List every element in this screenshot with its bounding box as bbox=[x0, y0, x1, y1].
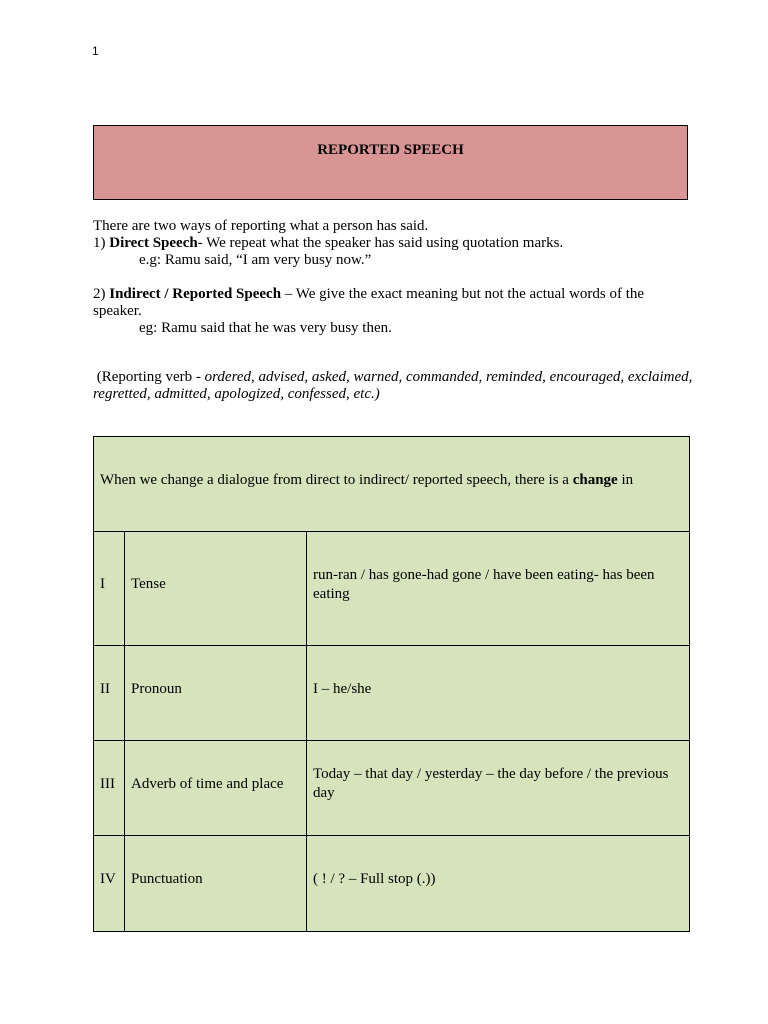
row-number: IV bbox=[94, 836, 125, 932]
direct-speech-number: 1) bbox=[93, 235, 106, 251]
reporting-verbs bbox=[93, 369, 693, 403]
indirect-speech-text: – We give the exact meaning but not the actual words of the speaker. bbox=[93, 286, 645, 319]
indirect-speech-number: 2) bbox=[93, 286, 106, 302]
reporting-verbs-list: ordered, advised, asked, warned, commanded, reminded, encouraged, exclaimed, regretted, admitted, apologized, confessed, etc.) bbox=[93, 369, 693, 402]
row-number: II bbox=[94, 646, 125, 741]
row-number: I bbox=[94, 532, 125, 646]
table-header-text: When we change a dialogue from direct to indirect/ reported speech, there is a bbox=[100, 471, 573, 488]
indirect-speech-example: eg: Ramu said that he was very busy then. bbox=[139, 320, 392, 336]
row-number: III bbox=[94, 741, 125, 836]
page-number: 1 bbox=[92, 44, 99, 58]
direct-speech-label: Direct Speech bbox=[109, 235, 198, 251]
indirect-speech-label: Indirect / Reported Speech bbox=[109, 286, 282, 302]
row-example: run-ran / has gone-had gone / have been eating- has been eating bbox=[307, 532, 690, 646]
table-row bbox=[94, 836, 690, 932]
table-row bbox=[94, 532, 690, 646]
reporting-verbs-prefix: (Reporting verb - bbox=[96, 369, 205, 385]
table-header-bold: change bbox=[572, 471, 618, 488]
intro-text: There are two ways of reporting what a person has said. bbox=[93, 218, 429, 234]
indirect-speech-definition bbox=[93, 286, 693, 320]
row-category: Punctuation bbox=[125, 836, 307, 932]
direct-speech-text: - We repeat what the speaker has said using quotation marks. bbox=[197, 235, 564, 251]
page-title: REPORTED SPEECH bbox=[317, 142, 464, 158]
table-header-tail: in bbox=[617, 471, 634, 488]
row-example: Today – that day / yesterday – the day before / the previous day bbox=[307, 741, 690, 836]
direct-speech-example: e.g: Ramu said, “I am very busy now.” bbox=[139, 252, 372, 268]
row-category: Adverb of time and place bbox=[125, 741, 307, 836]
intro-section bbox=[93, 218, 693, 337]
row-example: ( ! / ? – Full stop (.)) bbox=[307, 836, 690, 932]
table-row bbox=[94, 646, 690, 741]
table-row bbox=[94, 741, 690, 836]
table-header-cell bbox=[94, 437, 690, 532]
title-banner bbox=[93, 125, 688, 200]
direct-speech-definition bbox=[93, 235, 693, 252]
row-category: Pronoun bbox=[125, 646, 307, 741]
table-header-row bbox=[94, 437, 690, 532]
row-category: Tense bbox=[125, 532, 307, 646]
row-example: I – he/she bbox=[307, 646, 690, 741]
change-table bbox=[93, 436, 690, 932]
